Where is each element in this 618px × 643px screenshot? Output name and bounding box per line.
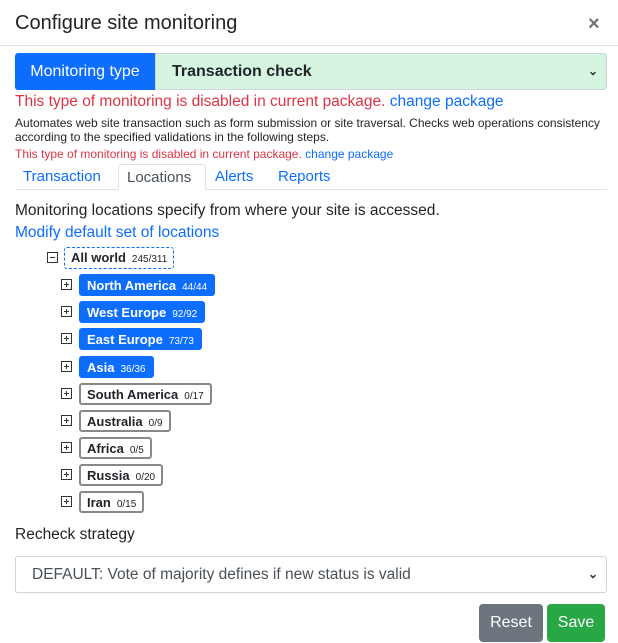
package-warning-small [15, 147, 393, 161]
expand-icon[interactable] [61, 361, 72, 372]
location-node-all-world[interactable] [64, 247, 174, 269]
tab-transaction[interactable]: Transaction [23, 168, 101, 185]
tab-reports[interactable]: Reports [278, 168, 331, 185]
modify-locations-link[interactable]: Modify default set of locations [15, 224, 220, 241]
tab-locations[interactable]: Locations [118, 164, 206, 190]
package-warning-text: This type of monitoring is disabled in current package. [15, 93, 386, 110]
monitoring-type-label: Monitoring type [15, 53, 155, 90]
monitoring-type-group [15, 53, 607, 90]
location-name: Asia [87, 360, 115, 375]
location-node-asia[interactable] [79, 356, 154, 378]
expand-icon[interactable] [61, 333, 72, 344]
monitoring-description: Automates web site transaction such as form submission or site traversal. Checks web operations consistency according to the specified validations in the following steps. [15, 116, 600, 144]
monitoring-type-select[interactable] [155, 53, 607, 90]
location-name: South America [87, 387, 179, 402]
location-name: East Europe [87, 332, 163, 347]
location-node-south-america[interactable] [79, 383, 212, 405]
package-warning-small-text: This type of monitoring is disabled in current package. [15, 147, 302, 161]
expand-icon[interactable] [61, 279, 72, 290]
recheck-strategy-label: Recheck strategy [15, 526, 135, 543]
location-count: 245/311 [131, 254, 168, 265]
location-count: 92/92 [172, 309, 198, 320]
expand-icon[interactable] [61, 469, 72, 480]
config-tabs [15, 164, 607, 190]
change-package-small-link[interactable]: change package [305, 147, 394, 161]
location-node-west-europe[interactable] [79, 301, 205, 323]
change-package-link[interactable]: change package [389, 93, 504, 110]
location-count: 0/17 [184, 391, 204, 402]
location-name: Africa [87, 441, 124, 456]
collapse-icon[interactable] [47, 252, 58, 263]
location-node-north-america[interactable] [79, 274, 215, 296]
chevron-down-icon: ⌄ [587, 64, 598, 78]
tab-alerts[interactable]: Alerts [215, 168, 254, 185]
location-node-east-europe[interactable] [79, 328, 202, 350]
location-count: 0/20 [135, 472, 156, 483]
location-name: Australia [87, 414, 143, 429]
locations-intro: Monitoring locations specify from where your site is accessed. [15, 202, 440, 219]
location-count: 0/5 [129, 445, 144, 456]
dialog-title: Configure site monitoring [15, 12, 238, 34]
location-name: All world [71, 250, 126, 265]
location-count: 73/73 [168, 336, 194, 347]
location-name: West Europe [87, 305, 167, 320]
expand-icon[interactable] [61, 388, 72, 399]
location-name: North America [87, 278, 177, 293]
chevron-down-icon: ⌄ [587, 567, 598, 581]
location-node-iran[interactable] [79, 491, 144, 513]
expand-icon[interactable] [61, 306, 72, 317]
location-count: 36/36 [120, 364, 146, 375]
location-count: 0/15 [116, 499, 137, 510]
location-name: Russia [87, 468, 130, 483]
location-node-russia[interactable] [79, 464, 163, 486]
monitoring-type-value: Transaction check [172, 63, 312, 80]
dialog-header [0, 0, 618, 46]
location-node-australia[interactable] [79, 410, 171, 432]
recheck-strategy-select[interactable] [15, 556, 607, 593]
location-count: 44/44 [182, 282, 208, 293]
location-count: 0/9 [148, 418, 163, 429]
expand-icon[interactable] [61, 496, 72, 507]
expand-icon[interactable] [61, 442, 72, 453]
location-name: Iran [87, 495, 111, 510]
reset-button[interactable]: Reset [479, 604, 543, 642]
expand-icon[interactable] [61, 415, 72, 426]
location-node-africa[interactable] [79, 437, 152, 459]
save-button[interactable]: Save [547, 604, 605, 642]
package-warning [15, 93, 504, 111]
close-icon[interactable]: × [588, 13, 600, 35]
recheck-strategy-value: DEFAULT: Vote of majority defines if new status is valid [32, 566, 411, 583]
